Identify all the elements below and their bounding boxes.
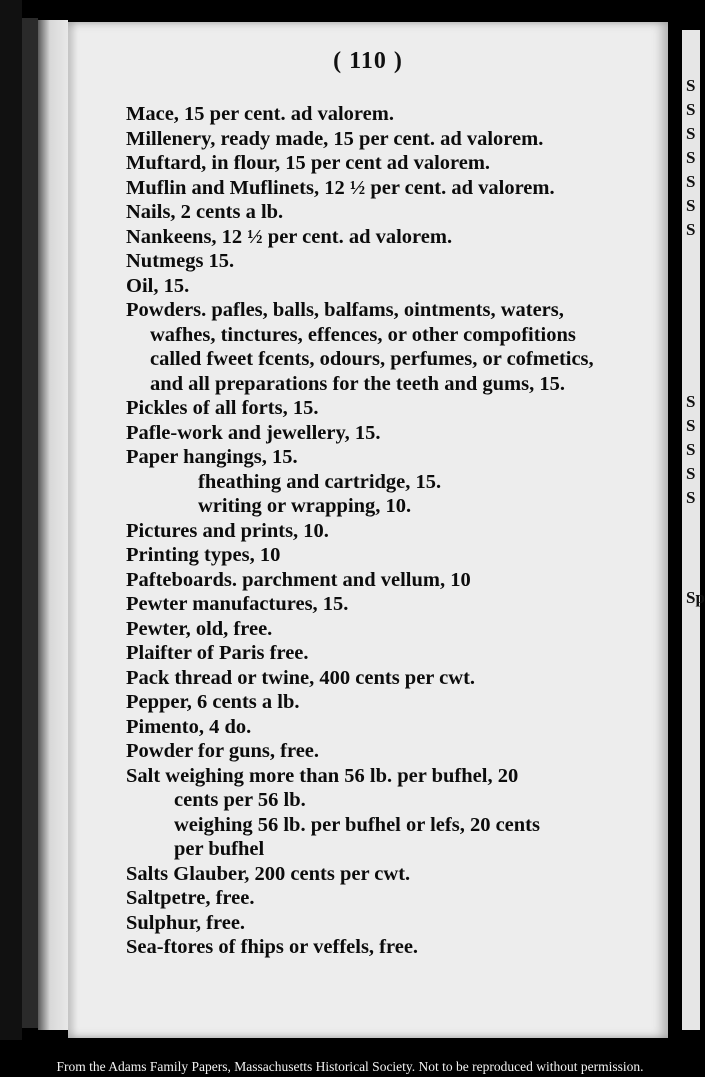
book-page [68,22,668,1038]
entry-line: Pafle-work and jewellery, 15. [126,421,381,444]
entry-subitem: fheathing and cartridge, 15. [198,470,442,493]
entry-line: Pimento, 4 do. [126,715,252,738]
copyright-footer: From the Adams Family Papers, Massachusetts Historical Society. Not to be reproduced without permission. [56,1059,644,1074]
page-number: ( 110 ) [333,48,403,74]
facing-page-letter: S [686,172,696,191]
facing-page-letter: S [686,440,696,459]
entry-line: Plaifter of Paris free. [126,642,309,664]
facing-page-letter: S [686,124,696,143]
entry-line: Nails, 2 cents a lb. [126,201,284,223]
facing-page-letter: S [686,488,696,507]
entry-continuation: called fweet fcents, odours, perfumes, or cofmetics, [150,348,594,370]
entry-line: Pepper, 6 cents a lb. [126,691,300,713]
entry-line: Pictures and prints, 10. [126,519,329,542]
facing-page-letter: S [686,220,696,239]
entry-subitem: weighing 56 lb. per bufhel or lefs, 20 cents [174,813,540,836]
entry-line: Nankeens, 12 ½ per cent. ad valorem. [126,225,453,248]
facing-page-letter: S [686,76,696,95]
facing-page-letter: S [686,416,696,435]
entry-line: Sulphur, free. [126,911,246,934]
entry-line: Powder for guns, free. [126,740,320,762]
facing-page-letter: S [686,464,696,483]
entry-line: Pewter manufactures, 15. [126,593,349,615]
page-edge-shadow [38,20,68,1030]
entry-subitem: writing or wrapping, 10. [198,495,412,517]
facing-page-letter: S [686,100,696,119]
facing-page-letter: S [686,148,696,167]
entry-continuation: wafhes, tinctures, effences, or other compofitions [150,323,576,346]
entry-line: Printing types, 10 [126,544,281,566]
page-gutter [668,0,682,1040]
entry-line: Paper hangings, 15. [126,446,298,468]
entry-continuation: per bufhel [174,838,265,860]
entry-line: Muflin and Muflinets, 12 ½ per cent. ad valorem. [126,176,555,199]
entry-line: Millenery, ready made, 15 per cent. ad valorem. [126,127,544,150]
facing-page-letter: Sp [686,588,705,607]
entry-line: Oil, 15. [126,274,190,297]
entry-line: Nutmegs 15. [126,250,235,272]
entry-line: Mace, 15 per cent. ad valorem. [126,103,394,125]
spine-edge [22,18,38,1028]
entry-line: Salts Glauber, 200 cents per cwt. [126,862,411,885]
entry-line: Pafteboards. parchment and vellum, 10 [126,568,471,591]
entry-line: Salt weighing more than 56 lb. per bufhel, 20 [126,764,519,787]
entry-line: Powders. pafles, balls, balfams, ointments, waters, [126,299,564,321]
entry-line: Saltpetre, free. [126,887,255,909]
entry-line: Pickles of all forts, 15. [126,397,319,419]
entry-line: Pack thread or twine, 400 cents per cwt. [126,666,476,689]
entry-continuation: and all preparations for the teeth and gums, 15. [150,372,565,395]
entry-line: Sea-ftores of fhips or veffels, free. [126,936,419,958]
facing-page-letter: S [686,196,696,215]
entry-line: Pewter, old, free. [126,617,273,640]
book-spine [0,0,22,1040]
entry-continuation: cents per 56 lb. [174,789,306,811]
facing-page-letter: S [686,392,696,411]
tariff-entries [126,102,661,960]
entry-line: Muftard, in flour, 15 per cent ad valorem. [126,152,491,174]
